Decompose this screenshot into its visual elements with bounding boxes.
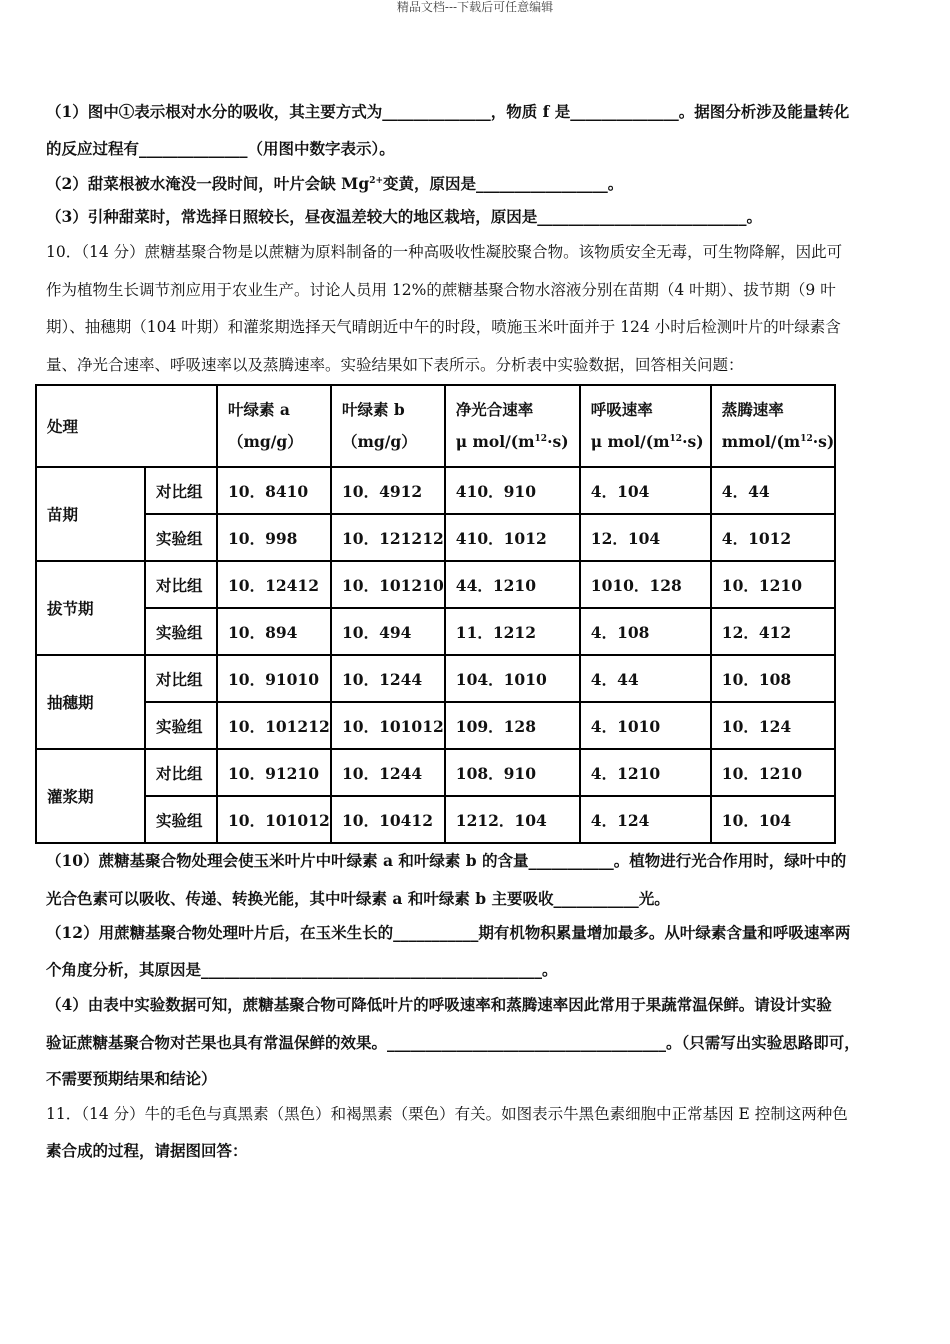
question-10-intro-line-1: 10．（14 分）蔗糖基聚合物是以蔗糖为原料制备的一种高吸收性凝胶聚合物。该物质安全无毒，可生物降解，因此可 xyxy=(46,243,843,261)
table-row xyxy=(36,655,835,702)
value-cell: 10．12412 xyxy=(217,561,331,608)
value-cell: 10．1210 xyxy=(711,561,835,608)
question-10-intro-line-2: 作为植物生长调节剂应用于农业生产。讨论人员用 12%的蔗糖基聚合物水溶液分别在苗期（4 叶期）、拔节期（9 叶 xyxy=(46,281,836,299)
value-cell: 10．101012 xyxy=(331,702,445,749)
question-9-2-superscript: 2+ xyxy=(369,175,383,186)
question-10-4-line-1: （4）由表中实验数据可知，蔗糖基聚合物可降低叶片的呼吸速率和蒸腾速率因此常用于果蔬常温保鲜。请设计实验 xyxy=(46,995,832,1014)
value-cell: 44．1210 xyxy=(445,561,580,608)
value-cell: 10．104 xyxy=(711,796,835,843)
group-cell: 对比组 xyxy=(145,749,217,796)
question-10-intro-line-3: 期）、抽穗期（104 叶期）和灌浆期选择天气晴朗近中午的时段，喷施玉米叶面并于 124 小时后检测叶片的叶绿素含 xyxy=(46,318,841,336)
group-cell: 实验组 xyxy=(145,702,217,749)
header-net-photosynthesis-unit: μ mol/$(m^{12}\cdot s)$ xyxy=(455,432,569,451)
value-cell: 10．108 xyxy=(711,655,835,702)
value-cell: 4．1010 xyxy=(580,702,711,749)
value-cell: 4．1012 xyxy=(711,514,835,561)
question-10-2-line-2: 个角度分析，其原因是____________________________________________。 xyxy=(46,960,558,979)
table-row xyxy=(36,702,835,749)
stage-cell: 苗期 xyxy=(36,467,145,561)
question-11-line-1: 11．（14 分）牛的毛色与真黑素（黑色）和褐黑素（栗色）有关。如图表示牛黑色素细胞中正常基因 E 控制这两种色 xyxy=(46,1105,848,1123)
header-chlorophyll-b-unit: （mg/g） xyxy=(342,432,417,451)
value-cell: 4．1210 xyxy=(580,749,711,796)
header-net-photosynthesis xyxy=(445,385,580,467)
value-cell: 410．1012 xyxy=(445,514,580,561)
header-transpiration-title: 蒸腾速率 xyxy=(721,400,784,419)
question-10-intro-line-4: 量、净光合速率、呼吸速率以及蒸腾速率。实验结果如下表所示。分析表中实验数据，回答相关问题： xyxy=(46,356,744,374)
value-cell: 10．998 xyxy=(217,514,331,561)
table-row xyxy=(36,561,835,608)
table-row xyxy=(36,467,835,514)
question-11-line-2: 素合成的过程，请据图回答： xyxy=(46,1141,248,1160)
value-cell: 10．8410 xyxy=(217,467,331,514)
question-10-4-line-2: 验证蔗糖基聚合物对芒果也具有常温保鲜的效果。____________________________________。（只需写出实验思路即可， xyxy=(46,1033,860,1052)
value-cell: 1212．104 xyxy=(445,796,580,843)
header-transpiration-unit: mmol/$(m^{12}\cdot s)$ xyxy=(721,432,835,451)
value-cell: 10．91010 xyxy=(217,655,331,702)
question-9-2-text: （2）甜菜根被水淹没一段时间，叶片会缺 Mg xyxy=(46,174,370,193)
value-cell: 104．1010 xyxy=(445,655,580,702)
header-chlorophyll-a-unit: （mg/g） xyxy=(228,432,303,451)
value-cell: 10．10412 xyxy=(331,796,445,843)
value-cell: 1010．128 xyxy=(580,561,711,608)
header-transpiration xyxy=(711,385,835,467)
table-row xyxy=(36,796,835,843)
question-10-4-line-3: 不需要预期结果和结论） xyxy=(46,1069,217,1088)
group-cell: 对比组 xyxy=(145,561,217,608)
value-cell: 10．1210 xyxy=(711,749,835,796)
question-10-2-line-1: （12）用蔗糖基聚合物处理叶片后，在玉米生长的___________期有机物积累量增加最多。从叶绿素含量和呼吸速率两 xyxy=(46,923,851,942)
value-cell: 4．104 xyxy=(580,467,711,514)
value-cell: 10．1244 xyxy=(331,749,445,796)
header-chlorophyll-a xyxy=(217,385,331,467)
group-cell: 对比组 xyxy=(145,655,217,702)
header-respiration-unit: μ mol/$(m^{12}\cdot s)$ xyxy=(590,432,704,451)
question-9-3: （3）引种甜菜时，常选择日照较长，昼夜温差较大的地区栽培，原因是___________________________。 xyxy=(46,207,763,226)
value-cell: 10．494 xyxy=(331,608,445,655)
stage-cell: 拔节期 xyxy=(36,561,145,655)
stage-cell: 抽穗期 xyxy=(36,655,145,749)
value-cell: 10．101210 xyxy=(331,561,445,608)
stage-cell: 灌浆期 xyxy=(36,749,145,843)
header-respiration xyxy=(580,385,711,467)
question-9-1-line-1: （1）图中①表示根对水分的吸收，其主要方式为______________，物质 f 是______________。据图分析涉及能量转化 xyxy=(46,102,850,121)
value-cell: 10．121212 xyxy=(331,514,445,561)
table-row xyxy=(36,608,835,655)
value-cell: 10．1244 xyxy=(331,655,445,702)
group-cell: 实验组 xyxy=(145,608,217,655)
question-10-1-line-1: （10）蔗糖基聚合物处理会使玉米叶片中叶绿素 a 和叶绿素 b 的含量___________。植物进行光合作用时，绿叶中的 xyxy=(46,851,847,870)
page-header: 精品文档---下载后可任意编辑 xyxy=(396,0,554,14)
value-cell: 4．108 xyxy=(580,608,711,655)
value-cell: 10．124 xyxy=(711,702,835,749)
value-cell: 10．101012 xyxy=(217,796,331,843)
value-cell: 410．910 xyxy=(445,467,580,514)
header-net-photosynthesis-title: 净光合速率 xyxy=(455,400,534,419)
question-10-1-line-2: 光合色素可以吸收、传递、转换光能，其中叶绿素 a 和叶绿素 b 主要吸收___________光。 xyxy=(46,889,670,908)
header-respiration-title: 呼吸速率 xyxy=(590,400,653,419)
group-cell: 对比组 xyxy=(145,467,217,514)
experiment-table xyxy=(35,384,836,844)
header-chlorophyll-b-title: 叶绿素 b xyxy=(342,400,405,419)
value-cell: 12．412 xyxy=(711,608,835,655)
group-cell: 实验组 xyxy=(145,796,217,843)
value-cell: 10．91210 xyxy=(217,749,331,796)
header-chlorophyll-b xyxy=(331,385,445,467)
question-9-2 xyxy=(46,174,914,194)
value-cell: 4．124 xyxy=(580,796,711,843)
value-cell: 4．44 xyxy=(580,655,711,702)
question-9-2-tail: 变黄，原因是_________________。 xyxy=(383,174,624,193)
table-row xyxy=(36,514,835,561)
value-cell: 4．44 xyxy=(711,467,835,514)
table-header-row xyxy=(36,385,835,467)
group-cell: 实验组 xyxy=(145,514,217,561)
table-row xyxy=(36,749,835,796)
value-cell: 109．128 xyxy=(445,702,580,749)
question-9-1-line-2: 的反应过程有______________（用图中数字表示）。 xyxy=(46,139,395,158)
value-cell: 10．4912 xyxy=(331,467,445,514)
value-cell: 10．894 xyxy=(217,608,331,655)
value-cell: 11．1212 xyxy=(445,608,580,655)
header-treatment: 处理 xyxy=(36,385,217,467)
value-cell: 12．104 xyxy=(580,514,711,561)
value-cell: 10．101212 xyxy=(217,702,331,749)
value-cell: 108．910 xyxy=(445,749,580,796)
header-chlorophyll-a-title: 叶绿素 a xyxy=(228,400,290,419)
